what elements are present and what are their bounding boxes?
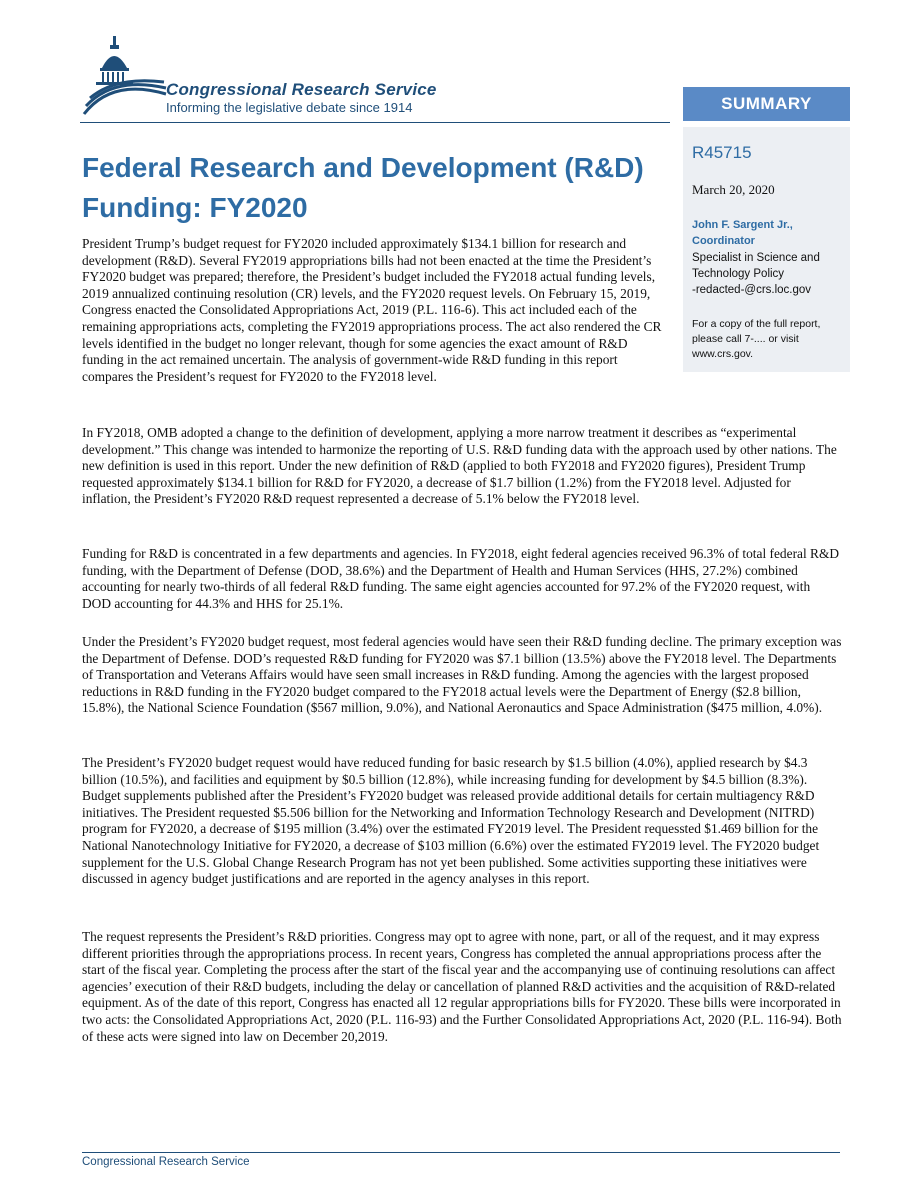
footer-text: Congressional Research Service (82, 1156, 250, 1168)
author-email[interactable]: -redacted-@crs.loc.gov (692, 284, 812, 296)
summary-sidebar (683, 127, 850, 372)
author-details (692, 250, 847, 298)
author-title: Specialist in Science and Technology Policy (692, 252, 820, 280)
summary-paragraph: Under the President’s FY2020 budget request, most federal agencies would have seen their R&D funding decline. The primary exception was the Department of Defense. DOD’s requested R&D funding for FY2020 was $7.1 billion (13.5%) above the FY2018 level. The Departments of Transportation and Veterans Affairs would have seen small increases in R&D funding. Among the agencies with the largest proposed reductions in R&D funding in the FY2020 budget compared to the FY2018 actual levels were the Department of Energy ($2.8 billion, 15.8%), the National Science Foundation ($567 million, 9.0%), and National Aeronautics and Space Administration ($475 million, 4.0%). (82, 634, 842, 716)
author-block (692, 217, 842, 249)
summary-paragraph: The President’s FY2020 budget request would have reduced funding for basic research by $1.5 billion (4.0%), applied research by $4.3 billion (10.5%), and facilities and equipment by $0.5 billion (12.8%), while increasing funding for development by $4.5 billion (8.3%). Budget supplements published after the President’s FY2020 budget was released provide additional details for certain multiagency R&D initiatives. The President requested $5.506 billion for the Networking and Information Technology Research and Development (NITRD) program for FY2020, a decrease of $195 million (3.4%) over the estimated FY2019 level. The President requessted $1.469 billion for the National Nanotechnology Initiative for FY2020, a decrease of $103 million (6.6%) over the estimated FY2019 level. The FY2020 budget supplement for the U.S. Global Change Research Program has not yet been published. Some activities supporting these initiatives were discussed in agency budget justifications and are reported in the agency analyses in this report. (82, 755, 820, 887)
org-tagline: Informing the legislative debate since 1914 (166, 100, 413, 115)
crs-logo (80, 34, 670, 126)
author-name: John F. Sargent Jr., (692, 219, 793, 231)
summary-paragraph: In FY2018, OMB adopted a change to the definition of development, applying a more narrow treatment it describes as “experimental development.” This change was intended to harmonize the reporting of U.S. R&D funding data with the approach used by other nations. The new definition is used in this report. Under the new definition of R&D (applied to both FY2018 and FY2020 figures), President Trump requested approximately $134.1 billion for R&D for FY2020, a decrease of $1.7 billion (1.2%) from the FY2018 level. Adjusted for inflation, the President’s FY2020 R&D request represented a decrease of 5.1% below the FY2018 level. (82, 425, 837, 507)
header-divider (80, 122, 670, 123)
summary-heading: SUMMARY (683, 87, 850, 121)
footer-divider (82, 1152, 840, 1153)
summary-paragraph: The request represents the President’s R&D priorities. Congress may opt to agree with none, part, or all of the request, and it may express different priorities through the appropriations process. In recent years, Congress has completed the annual appropriations process after the start of the fiscal year. Completing the process after the start of the fiscal year and the accompanying use of continuing resolutions can affect agencies’ execution of their R&D budgets, including the delay or cancellation of planned R&D activities and the acquisition of R&D-related equipment. As of the date of this report, Congress has enacted all 12 regular appropriations bills for FY2020. These bills were incorporated in two acts: the Consolidated Appropriations Act, 2020 (P.L. 116-93) and the Further Consolidated Appropriations Act, 2020 (P.L. 116-94). Both of these acts were signed into law on December 20,2019. (82, 929, 842, 1044)
summary-paragraph: Funding for R&D is concentrated in a few departments and agencies. In FY2018, eight federal agencies received 96.3% of total federal R&D funding, with the Department of Defense (DOD, 38.6%) and the Department of Health and Human Services (HHS, 27.2%) combined accounting for nearly two-thirds of all federal R&D funding. The same eight agencies accounted for 97.2% of the FY2020 request, with DOD accounting for 44.3% and HHS for 25.1%. (82, 546, 840, 611)
author-role: Coordinator (692, 235, 755, 247)
page-title: Federal Research and Development (R&D) Funding: FY2020 (82, 152, 644, 223)
copy-note: For a copy of the full report, please call 7-.... or visit www.crs.gov. (692, 318, 821, 360)
capitol-dome-icon (80, 34, 170, 120)
summary-paragraph: President Trump’s budget request for FY2020 included approximately $134.1 billion for research and development (R&D). Several FY2019 appropriations bills had not been enacted at the time the President’s FY2020 budget was prepared; therefore, the President’s budget included the FY2018 actual funding levels, 2019 annualized continuing resolution (CR) levels, and the FY2020 request levels. On February 15, 2019, Congress enacted the Consolidated Appropriations Act, 2019 (P.L. 116-6). This act included each of the remaining appropriations acts, completing the FY2019 appropriations process. The act also rendered the CR levels identified in the budget no longer relevant, though for some agencies the exact amount of R&D funding in the act remained uncertain. The analysis of government-wide R&D funding in this report compares the President’s request for FY2020 to the FY2018 level. (82, 236, 662, 384)
org-name: Congressional Research Service (166, 80, 437, 99)
report-number: R45715 (692, 143, 752, 162)
report-date: March 20, 2020 (692, 182, 775, 197)
